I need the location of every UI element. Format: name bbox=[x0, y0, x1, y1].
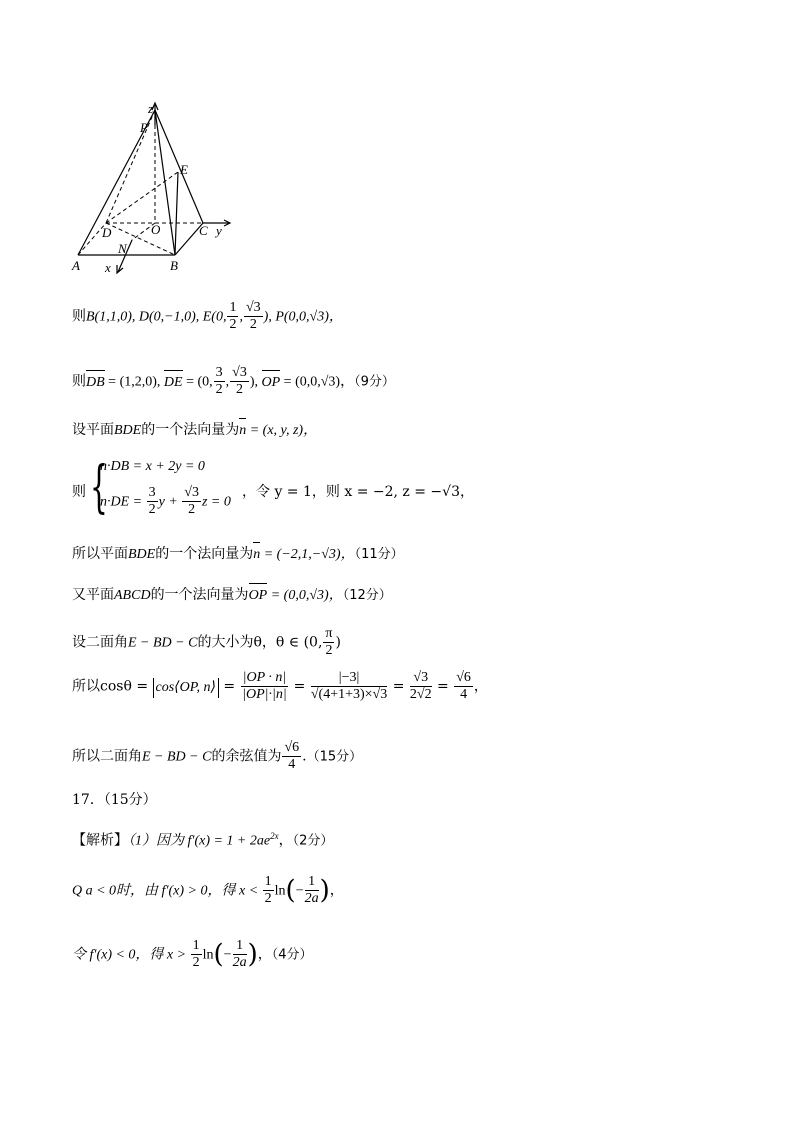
line-normal-abcd: 又平面ABCD的一个法向量为OP = (0,0,√3)，（12分） bbox=[72, 585, 392, 606]
label-D: D bbox=[102, 225, 112, 240]
math: ), P(0,0,√3)， bbox=[263, 309, 343, 325]
line-increasing: Q a < 0时，由 f′(x) > 0，得 x < $\frac{1}{2}$ ln(− $\frac{1}{2a}$ )， bbox=[72, 874, 344, 906]
label-z: z bbox=[148, 101, 154, 116]
score-note: （4分） bbox=[271, 947, 313, 963]
line-vectors: 则DB = (1,2,0), DE = (0, $\frac{3}{2}$ , $\frac{√3}{2}$ ), OP = (0,0,√3)，（9分） bbox=[72, 365, 395, 397]
score-note: （2分） bbox=[292, 833, 334, 849]
line-normal-setup: 设平面BDE的一个法向量为n = (x, y, z)， bbox=[72, 420, 317, 441]
edge-DB bbox=[106, 223, 175, 255]
equation-solution: ，令 y = 1，则 x = −2, z = −√3， bbox=[242, 484, 474, 500]
line-coordinates: 则B(1,1,0), D(0,−1,0), E(0, $\frac{1}{2}$ , $\frac{√3}{2}$ ), P(0,0,√3)， bbox=[72, 300, 343, 332]
label-A: A bbox=[72, 258, 80, 273]
line-decreasing: 令 f′(x) < 0，得 x > $\frac{1}{2}$ ln(− $\frac{1}{2a}$ )，（4分） bbox=[72, 938, 313, 970]
vector-OP: OP bbox=[249, 586, 268, 606]
fraction: $\frac{1}{2}$ bbox=[229, 300, 237, 332]
line-normal-bde: 所以平面BDE的一个法向量为n = (−2,1,−√3)，（11分） bbox=[72, 544, 404, 565]
label-O: O bbox=[151, 222, 161, 237]
vector-OP: OP bbox=[262, 373, 281, 393]
line-derivative: 【解析】（1）因为 $f'(x) = 1 + 2ae^{2x}$，（2分） bbox=[72, 831, 334, 849]
vector-n: n bbox=[253, 545, 260, 565]
edge-EB bbox=[175, 172, 178, 255]
vector-DB: DB bbox=[86, 373, 105, 393]
text: 则 bbox=[72, 308, 86, 325]
vector-n: n bbox=[239, 421, 246, 441]
label-E: E bbox=[180, 162, 188, 177]
pyramid-figure bbox=[60, 100, 250, 280]
score-note: （9分） bbox=[354, 374, 395, 390]
score-note: （12分） bbox=[342, 588, 392, 603]
label-N: N bbox=[118, 241, 127, 256]
score-note: （15分） bbox=[306, 749, 363, 765]
label-y: y bbox=[216, 223, 222, 238]
text: 则 bbox=[72, 484, 86, 500]
abs-cos: cos⟨OP, n⟩ bbox=[153, 678, 219, 698]
equation-system bbox=[72, 455, 532, 527]
math: B(1,1,0), D(0,−1,0), E(0, bbox=[86, 309, 227, 325]
fraction: $\frac{3}{2}$ bbox=[215, 365, 223, 397]
line-cosine-result: 所以二面角E − BD − C的余弦值为 $\frac{√6}{4}$ .（15分） bbox=[72, 740, 363, 772]
equation-row-2: n·DE = $\frac{3}{2}$ y + $\frac{√3}{2}$ z = 0 bbox=[100, 485, 231, 517]
equation-row-1: n·DB = x + 2y = 0 bbox=[100, 459, 205, 474]
fraction: $\frac{√3}{2}$ bbox=[245, 300, 261, 332]
label-x: x bbox=[105, 260, 111, 275]
vector-DE: DE bbox=[164, 373, 183, 393]
brace-icon: { bbox=[90, 455, 108, 520]
analysis-tag: 【解析】 bbox=[72, 832, 128, 849]
line-angle-setup: 设二面角E − BD − C的大小为θ，θ ∈ (0, $\frac{\pi}{2}$ ) bbox=[72, 626, 341, 658]
label-B: B bbox=[170, 258, 178, 273]
plane-name: BDE bbox=[114, 423, 142, 438]
fraction: $\frac{√3}{2}$ bbox=[232, 365, 247, 397]
line-cosine-calc: 所以cosθ = cos⟨OP, n⟩ = $\frac{|OP \cdot n|}{|OP|\cdot|n|}$ = $\frac{|-3|}{√(4+1+3)\times√3}$ = $\frac{√3}{2√2}$ = $\frac{√6}{4}$ ， bbox=[72, 670, 488, 702]
label-C: C bbox=[199, 223, 208, 238]
problem-header: 17．（15分） bbox=[72, 792, 157, 808]
text: 则 bbox=[72, 373, 86, 390]
label-P: P bbox=[140, 120, 148, 135]
score-note: （11分） bbox=[354, 547, 404, 562]
